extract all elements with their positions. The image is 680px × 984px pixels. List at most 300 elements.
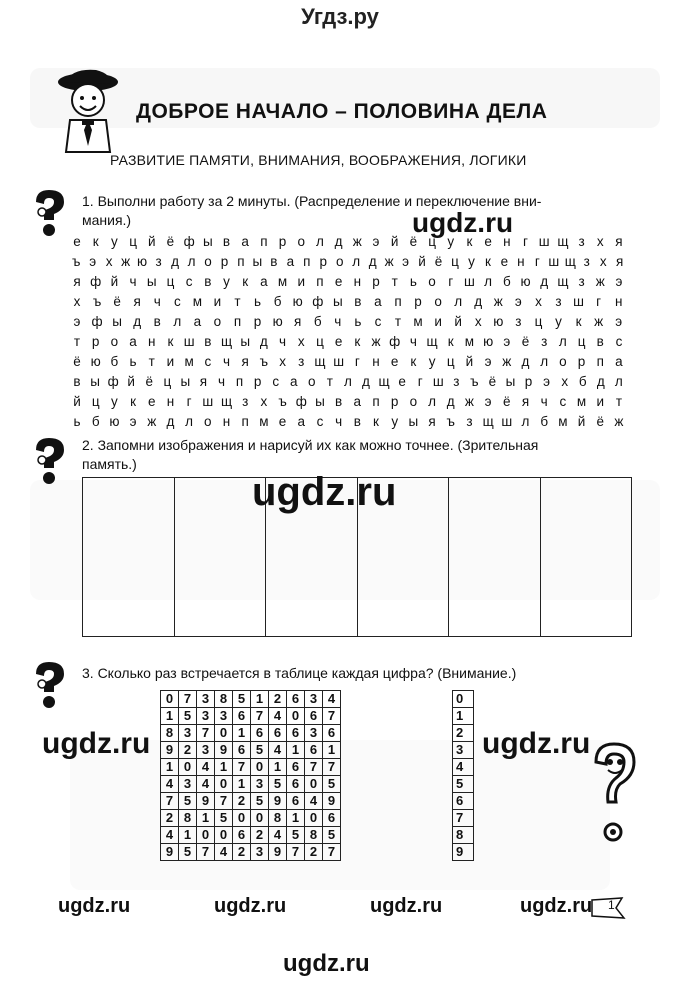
- number-cell: 7: [323, 708, 341, 725]
- table-row: [161, 810, 341, 827]
- number-cell: 9: [269, 844, 287, 861]
- number-cell: 6: [251, 725, 269, 742]
- letter-cell: ь: [354, 314, 362, 329]
- letter-cell: р: [253, 374, 262, 389]
- number-cell: 9: [323, 793, 341, 810]
- letter-cell: в: [204, 274, 212, 289]
- letter-cell: л: [428, 394, 436, 409]
- digit-answer-blank[interactable]: [474, 793, 508, 810]
- page-title: ДОБРОЕ НАЧАЛО – ПОЛОВИНА ДЕЛА: [136, 100, 548, 123]
- question-mark-icon: [30, 660, 68, 710]
- letter-cell: ж: [502, 354, 512, 369]
- letter-cell: р: [220, 254, 229, 269]
- letter-cell: к: [92, 234, 99, 249]
- table-row: [161, 844, 341, 861]
- letter-cell: б: [110, 354, 119, 369]
- letter-cell: ъ: [92, 294, 102, 309]
- letter-cell: э: [372, 234, 380, 249]
- watermark: ugdz.ru: [370, 895, 443, 917]
- number-cell: 7: [287, 844, 305, 861]
- number-cell: 4: [269, 742, 287, 759]
- letter-cell: ж: [371, 334, 381, 349]
- digit-label: 0: [453, 691, 474, 708]
- letter-cell: в: [270, 254, 278, 269]
- number-cell: 2: [233, 793, 251, 810]
- letter-cell: щ: [426, 334, 438, 349]
- letter-cell: ы: [180, 374, 191, 389]
- letter-cell: ъ: [259, 354, 269, 369]
- task2-line: 2. Запомни изображения и нарисуй их как можно точнее. (Зрительная: [82, 437, 539, 453]
- letter-cell: ц: [534, 314, 543, 329]
- number-cell: 0: [287, 708, 305, 725]
- letter-cell: ы: [252, 254, 263, 269]
- letter-cell: б: [273, 294, 282, 309]
- letter-cell: ё: [596, 414, 604, 429]
- letter-cell: н: [517, 254, 525, 269]
- letter-cell: д: [596, 374, 605, 389]
- letter-cell: ц: [428, 234, 436, 249]
- letter-cell: щ: [564, 254, 576, 269]
- letter-cell: ё: [145, 374, 153, 389]
- number-cell: 1: [233, 725, 251, 742]
- number-cell: 1: [233, 776, 251, 793]
- letter-cell: в: [222, 234, 231, 249]
- letter-cell: б: [313, 314, 322, 329]
- number-cell: 5: [323, 776, 341, 793]
- digit-label: 2: [453, 725, 474, 742]
- letter-cell: д: [540, 274, 549, 289]
- digit-label: 9: [453, 844, 474, 861]
- letter-cell: ё: [73, 354, 81, 369]
- letter-cell: э: [615, 314, 623, 329]
- table-row: [161, 742, 341, 759]
- digit-answer-blank[interactable]: [474, 844, 508, 861]
- letter-cell: п: [394, 294, 402, 309]
- letter-cell: з: [555, 294, 562, 309]
- letter-cell: ж: [147, 414, 157, 429]
- number-cell: 1: [251, 691, 269, 708]
- letter-cell: й: [465, 354, 474, 369]
- number-cell: 5: [215, 810, 233, 827]
- digit-answer-blank[interactable]: [474, 759, 508, 776]
- letter-cell: у: [555, 314, 562, 329]
- letter-cell: а: [129, 334, 137, 349]
- letter-cell: к: [354, 334, 361, 349]
- letter-cell: э: [503, 334, 511, 349]
- letter-cell: й: [127, 374, 135, 389]
- letter-cell: к: [130, 394, 137, 409]
- letter-cell: х: [561, 374, 569, 389]
- number-cell: 5: [233, 691, 251, 708]
- letter-cell: п: [372, 394, 380, 409]
- number-cell: 5: [323, 827, 341, 844]
- letter-cell: п: [237, 254, 245, 269]
- letter-cell: н: [614, 294, 623, 309]
- letter-cell: ч: [153, 294, 161, 309]
- letter-cell: э: [615, 274, 623, 289]
- letter-cell: в: [153, 314, 161, 329]
- letter-cell: ы: [90, 374, 100, 389]
- letter-row: [68, 394, 628, 414]
- letter-cell: ы: [505, 374, 516, 389]
- table-row: [161, 691, 341, 708]
- number-cell: 7: [179, 691, 197, 708]
- number-cell: 4: [305, 793, 323, 810]
- letter-cell: с: [185, 274, 193, 289]
- letter-cell: ё: [113, 294, 121, 309]
- number-cell: 1: [197, 810, 215, 827]
- number-cell: 8: [269, 810, 287, 827]
- letter-cell: ю: [137, 254, 148, 269]
- letter-cell: э: [129, 414, 137, 429]
- letter-cell: д: [446, 394, 455, 409]
- letter-row: [68, 294, 628, 314]
- number-cell: 0: [197, 827, 215, 844]
- number-cell: 6: [287, 793, 305, 810]
- number-cell: 1: [179, 827, 197, 844]
- letter-cell: я: [133, 294, 141, 309]
- number-cell: 0: [251, 759, 269, 776]
- number-cell: 1: [269, 759, 287, 776]
- number-cell: 5: [179, 793, 197, 810]
- letter-cell: ё: [166, 234, 175, 249]
- letter-cell: б: [502, 274, 511, 289]
- letter-cell: щ: [482, 414, 494, 429]
- letter-cell: ф: [107, 374, 119, 389]
- letter-cell: к: [242, 274, 249, 289]
- letter-cell: ё: [434, 254, 443, 269]
- letter-cell: х: [596, 234, 604, 249]
- letter-cell: с: [272, 374, 280, 389]
- letter-cell: щ: [378, 374, 390, 389]
- letter-cell: э: [73, 314, 81, 329]
- number-cell: 2: [161, 810, 179, 827]
- number-cell: 1: [161, 759, 179, 776]
- letter-cell: ю: [109, 414, 120, 429]
- letter-cell: н: [148, 334, 156, 349]
- letter-cell: р: [278, 234, 287, 249]
- drawing-cell[interactable]: [541, 478, 632, 636]
- letter-cell: ы: [202, 234, 213, 249]
- letter-cell: а: [193, 314, 202, 329]
- letter-cell: п: [596, 354, 604, 369]
- letter-cell: л: [352, 254, 361, 269]
- page-subtitle: РАЗВИТИЕ ПАМЯТИ, ВНИМАНИЯ, ВООБРАЖЕНИЯ, ЛОГИКИ: [110, 152, 527, 168]
- letter-cell: п: [235, 374, 244, 389]
- letter-cell: н: [353, 274, 362, 289]
- letter-cell: а: [260, 274, 268, 289]
- letter-cell: а: [286, 254, 295, 269]
- number-cell: 6: [287, 759, 305, 776]
- letter-cell: ф: [312, 294, 324, 309]
- letter-row: [68, 254, 628, 274]
- letter-cell: д: [133, 314, 142, 329]
- letter-cell: ф: [295, 394, 307, 409]
- letter-cell: з: [515, 314, 522, 329]
- letter-cell: д: [521, 354, 530, 369]
- number-cell: 9: [161, 742, 179, 759]
- letter-cell: и: [166, 354, 175, 369]
- letter-cell: м: [184, 354, 194, 369]
- letter-cell: у: [223, 274, 230, 289]
- letter-cell: о: [409, 394, 418, 409]
- number-cell: 3: [179, 725, 197, 742]
- letter-cell: р: [414, 294, 422, 309]
- digit-label: 4: [453, 759, 474, 776]
- letter-cell: к: [373, 414, 379, 429]
- letter-cell: ш: [573, 294, 584, 309]
- number-cell: 8: [215, 691, 233, 708]
- letter-cell: в: [73, 374, 81, 389]
- letter-cell: ь: [73, 414, 81, 429]
- letter-cell: б: [578, 374, 587, 389]
- letter-cell: м: [192, 294, 203, 309]
- number-cell: 2: [269, 691, 287, 708]
- number-cell: 7: [323, 759, 341, 776]
- number-cell: 8: [305, 827, 323, 844]
- watermark: ugdz.ru: [412, 207, 514, 238]
- digit-label: 8: [453, 827, 474, 844]
- letter-cell: х: [105, 254, 113, 269]
- letter-cell: к: [167, 334, 174, 349]
- letter-cell: ь: [409, 274, 417, 289]
- letter-cell: ф: [389, 334, 401, 349]
- letter-cell: т: [326, 374, 333, 389]
- letter-cell: о: [559, 354, 567, 369]
- letter-cell: т: [615, 394, 623, 409]
- letter-cell: и: [596, 394, 605, 409]
- number-cell: 0: [233, 810, 251, 827]
- letter-cell: ы: [112, 314, 122, 329]
- number-cell: 2: [179, 742, 197, 759]
- letter-cell: ш: [183, 334, 195, 349]
- letter-cell: ы: [240, 334, 251, 349]
- letter-cell: ы: [315, 394, 325, 409]
- number-cell: 7: [215, 793, 233, 810]
- letter-cell: о: [428, 274, 436, 289]
- letter-cell: п: [241, 414, 249, 429]
- letter-cell: е: [398, 374, 406, 389]
- number-cell: 8: [179, 810, 197, 827]
- letter-row: [68, 374, 628, 394]
- letter-cell: л: [185, 414, 194, 429]
- letter-cell: в: [204, 334, 212, 349]
- letter-cell: э: [484, 394, 492, 409]
- table-row: [161, 776, 341, 793]
- number-cell: 5: [179, 708, 197, 725]
- letter-cell: с: [204, 354, 212, 369]
- digit-row: [453, 844, 508, 861]
- number-cell: 2: [305, 844, 323, 861]
- number-cell: 1: [287, 742, 305, 759]
- letter-cell: г: [186, 394, 192, 409]
- letter-cell: а: [615, 354, 623, 369]
- letter-cell: ш: [432, 374, 444, 389]
- digit-answer-blank[interactable]: [474, 708, 508, 725]
- letter-cell: ж: [595, 274, 605, 289]
- number-cell: 3: [305, 691, 323, 708]
- letter-cell: е: [278, 414, 287, 429]
- letter-cell: м: [277, 274, 288, 289]
- number-cell: 4: [197, 776, 215, 793]
- number-cell: 0: [215, 776, 233, 793]
- letter-cell: р: [253, 314, 262, 329]
- letter-cell: ш: [333, 354, 345, 369]
- number-cell: 6: [233, 708, 251, 725]
- letter-cell: г: [534, 254, 540, 269]
- letter-cell: л: [454, 294, 463, 309]
- letter-cell: а: [353, 394, 362, 409]
- letter-cell: ч: [129, 274, 137, 289]
- letter-cell: я: [428, 414, 436, 429]
- digit-row: [453, 759, 508, 776]
- letter-cell: ж: [352, 234, 362, 249]
- letter-cell: х: [297, 334, 305, 349]
- number-cell: 6: [287, 725, 305, 742]
- letter-cell: а: [297, 414, 305, 429]
- number-cell: 4: [161, 776, 179, 793]
- letter-cell: ц: [446, 354, 455, 369]
- letter-cell: й: [73, 394, 81, 409]
- number-cell: 7: [251, 708, 269, 725]
- letter-cell: д: [171, 254, 179, 269]
- letter-cell: з: [242, 394, 249, 409]
- letter-cell: ц: [166, 274, 175, 289]
- number-cell: 3: [197, 691, 215, 708]
- letter-cell: х: [279, 354, 286, 369]
- letter-cell: ъ: [278, 394, 287, 409]
- letter-cell: н: [503, 234, 511, 249]
- letter-cell: й: [147, 234, 156, 249]
- digit-answer-blank[interactable]: [474, 776, 508, 793]
- letter-cell: л: [521, 414, 530, 429]
- drawing-cell[interactable]: [449, 478, 541, 636]
- number-cell: 2: [233, 844, 251, 861]
- letter-cell: й: [454, 314, 462, 329]
- letter-cell: щ: [557, 274, 569, 289]
- letter-cell: д: [368, 254, 377, 269]
- digit-count-table: [452, 690, 508, 861]
- letter-cell: э: [89, 254, 97, 269]
- number-cell: 5: [179, 844, 197, 861]
- number-cell: 3: [197, 708, 215, 725]
- letter-cell: ш: [538, 234, 550, 249]
- letter-cell: е: [73, 234, 81, 249]
- letter-cell: з: [466, 414, 473, 429]
- watermark: ugdz.ru: [283, 950, 370, 977]
- digit-label: 7: [453, 810, 474, 827]
- letter-cell: о: [434, 294, 442, 309]
- letter-cell: ц: [91, 394, 100, 409]
- letter-cell: о: [297, 234, 305, 249]
- digit-row: [453, 810, 508, 827]
- number-cell: 1: [215, 759, 233, 776]
- table-row: [161, 725, 341, 742]
- letter-cell: н: [222, 414, 231, 429]
- letter-cell: р: [524, 374, 533, 389]
- number-cell: 3: [305, 725, 323, 742]
- number-table: [160, 690, 341, 861]
- letter-cell: ю: [520, 274, 531, 289]
- letter-cell: и: [213, 294, 222, 309]
- letter-cell: б: [91, 414, 100, 429]
- letter-cell: у: [468, 254, 475, 269]
- letter-cell: д: [166, 414, 175, 429]
- digit-label: 6: [453, 793, 474, 810]
- number-cell: 5: [269, 776, 287, 793]
- letter-cell: в: [354, 294, 362, 309]
- letter-cell: ж: [384, 254, 394, 269]
- watermark: ugdz.ru: [520, 895, 593, 917]
- site-label-top: Угдз.ру: [301, 4, 379, 29]
- digit-answer-blank[interactable]: [474, 827, 508, 844]
- number-cell: 7: [197, 725, 215, 742]
- letter-cell: з: [298, 354, 305, 369]
- letter-cell: о: [213, 314, 222, 329]
- letter-cell: ч: [222, 354, 231, 369]
- letter-cell: т: [391, 274, 398, 289]
- letter-cell: ф: [90, 274, 102, 289]
- letter-cell: ё: [503, 394, 511, 409]
- letter-cell: м: [576, 394, 587, 409]
- letter-row: [68, 414, 628, 434]
- number-cell: 4: [323, 691, 341, 708]
- number-cell: 1: [161, 708, 179, 725]
- letter-cell: ф: [91, 314, 103, 329]
- letter-cell: щ: [220, 334, 233, 349]
- letter-cell: л: [173, 314, 182, 329]
- table-row: [161, 759, 341, 776]
- digit-answer-blank[interactable]: [474, 810, 508, 827]
- letter-cell: е: [484, 234, 492, 249]
- letter-cell: а: [241, 234, 249, 249]
- letter-cell: ю: [90, 354, 101, 369]
- number-cell: 6: [305, 742, 323, 759]
- number-cell: 6: [233, 827, 251, 844]
- number-cell: 0: [179, 759, 197, 776]
- question-character-icon: [586, 740, 642, 850]
- letter-cell: м: [464, 334, 475, 349]
- letter-cell: ё: [521, 334, 530, 349]
- letter-cell: ц: [129, 234, 137, 249]
- number-cell: 0: [305, 810, 323, 827]
- letter-cell: э: [543, 374, 551, 389]
- letter-cell: з: [155, 254, 162, 269]
- number-cell: 7: [197, 844, 215, 861]
- number-cell: 6: [305, 708, 323, 725]
- letter-cell: т: [394, 314, 402, 329]
- letter-cell: о: [204, 254, 212, 269]
- letter-cell: в: [353, 414, 361, 429]
- letter-cell: ж: [614, 414, 624, 429]
- letter-cell: х: [474, 314, 482, 329]
- letter-cell: ы: [408, 414, 419, 429]
- letter-cell: н: [372, 354, 380, 369]
- number-cell: 6: [287, 691, 305, 708]
- letter-cell: х: [73, 294, 81, 309]
- task1-line: мания.): [82, 212, 132, 228]
- digit-answer-blank[interactable]: [474, 691, 508, 708]
- page-number: 1: [608, 898, 615, 912]
- letter-cell: э: [402, 254, 410, 269]
- letter-cell: е: [334, 274, 343, 289]
- letter-cell: с: [374, 314, 382, 329]
- letter-cell: ш: [548, 254, 560, 269]
- drawing-cell[interactable]: [83, 478, 175, 636]
- number-cell: 9: [215, 742, 233, 759]
- question-mark-icon: [30, 188, 68, 238]
- letter-cell: у: [111, 394, 118, 409]
